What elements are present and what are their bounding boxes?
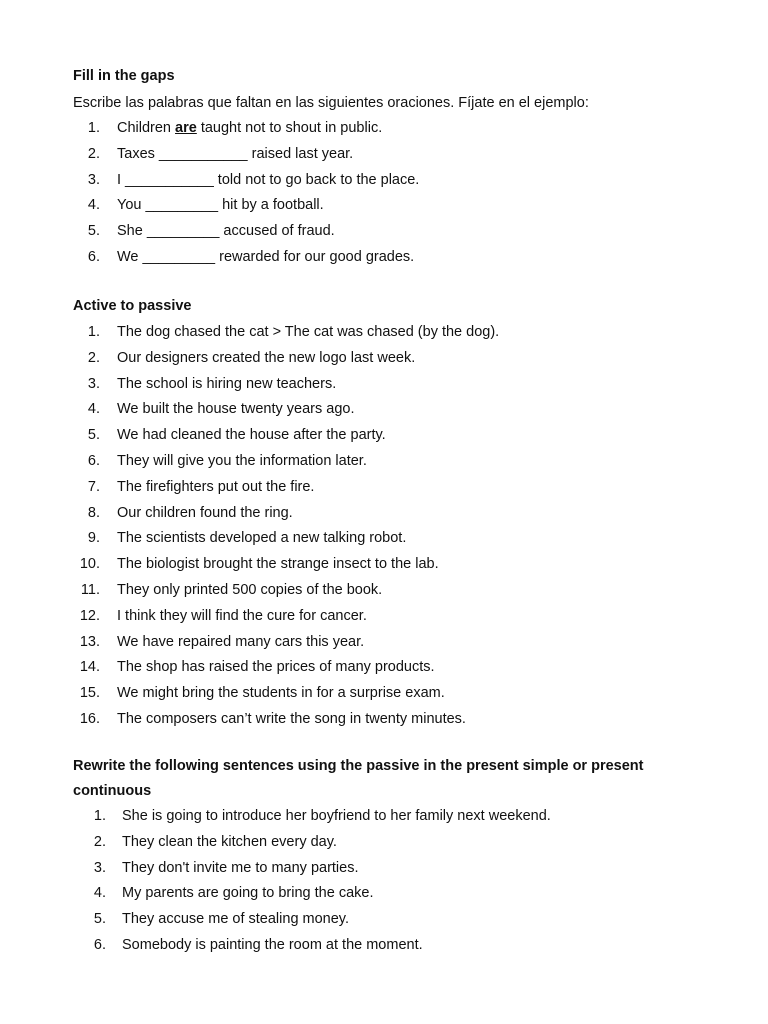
item-text: The school is hiring new teachers. — [117, 375, 337, 392]
item-text: They only printed 500 copies of the book. — [117, 581, 383, 598]
item-number: 6. — [87, 248, 100, 265]
item-number: 9. — [87, 530, 100, 547]
item-text: The dog chased the cat > The cat was chased (by the dog). — [117, 324, 500, 340]
item-number: 8. — [87, 504, 100, 521]
item-number: 4. — [93, 885, 106, 902]
item-text: They don't invite me to many parties. — [122, 859, 359, 876]
item-text: Our children found the ring. — [117, 504, 293, 521]
item-number: 2. — [87, 349, 100, 366]
item-number: 16. — [79, 710, 100, 727]
example-answer: are — [175, 120, 197, 136]
item-text: We _________ rewarded for our good grades. — [117, 248, 415, 265]
item-text: They accuse me of stealing money. — [122, 911, 350, 928]
item-text: They clean the kitchen every day. — [122, 833, 337, 850]
item-number: 5. — [87, 427, 100, 444]
item-text: My parents are going to bring the cake. — [122, 885, 374, 902]
item-text: Our designers created the new logo last week. — [117, 349, 416, 366]
item-text: They will give you the information later. — [117, 452, 367, 469]
item-text: She is going to introduce her boyfriend to her family next weekend. — [122, 808, 551, 824]
item-number: 4. — [87, 197, 100, 214]
item-number: 2. — [93, 833, 106, 850]
section1-intro: Escribe las palabras que faltan en las siguientes oraciones. Fíjate en el ejemplo: — [73, 95, 589, 111]
item-number: 13. — [79, 633, 100, 650]
item-text: We might bring the students in for a surprise exam. — [117, 685, 445, 702]
item-number: 3. — [93, 859, 106, 876]
item-text: Taxes ___________ raised last year. — [117, 145, 354, 162]
section1-title: Fill in the gaps — [73, 68, 175, 84]
item-number: 7. — [87, 478, 100, 495]
item-number: 11. — [80, 581, 100, 598]
item-number: 3. — [87, 375, 100, 392]
section2-title: Active to passive — [73, 298, 192, 314]
section3-title-line2: continuous — [73, 783, 152, 799]
item-text: Somebody is painting the room at the moment. — [122, 936, 423, 953]
item-number: 4. — [87, 401, 100, 418]
item-number: 14. — [79, 659, 100, 676]
item-text: We built the house twenty years ago. — [117, 401, 355, 418]
item-text: We have repaired many cars this year. — [117, 633, 365, 650]
item-number: 2. — [87, 145, 100, 162]
item-number: 6. — [87, 452, 100, 469]
item-text: The biologist brought the strange insect to the lab. — [117, 556, 439, 573]
item-number: 15. — [79, 685, 100, 702]
item-number: 1. — [87, 120, 100, 136]
item-text: You _________ hit by a football. — [117, 197, 324, 214]
item-text: The firefighters put out the fire. — [117, 478, 315, 495]
item-number: 3. — [87, 171, 100, 188]
item-number: 5. — [93, 911, 106, 928]
item-text: I ___________ told not to go back to the place. — [117, 171, 420, 188]
item-number: 5. — [87, 223, 100, 240]
item-text: We had cleaned the house after the party. — [117, 427, 386, 444]
item-text: I think they will find the cure for cancer. — [117, 607, 367, 624]
item-number: 6. — [93, 936, 106, 953]
example-sentence: Children are taught not to shout in public. — [117, 120, 383, 136]
item-text: The scientists developed a new talking robot. — [117, 530, 407, 547]
item-text: The shop has raised the prices of many products. — [117, 659, 435, 676]
item-number: 10. — [79, 556, 100, 573]
item-text: The composers can’t write the song in twenty minutes. — [117, 710, 466, 727]
item-number: 12. — [79, 607, 100, 624]
item-number: 1. — [93, 808, 106, 824]
item-text: She _________ accused of fraud. — [117, 223, 335, 240]
section3-title-line1: Rewrite the following sentences using the passive in the present simple or present — [73, 758, 644, 774]
item-number: 1. — [87, 324, 100, 340]
